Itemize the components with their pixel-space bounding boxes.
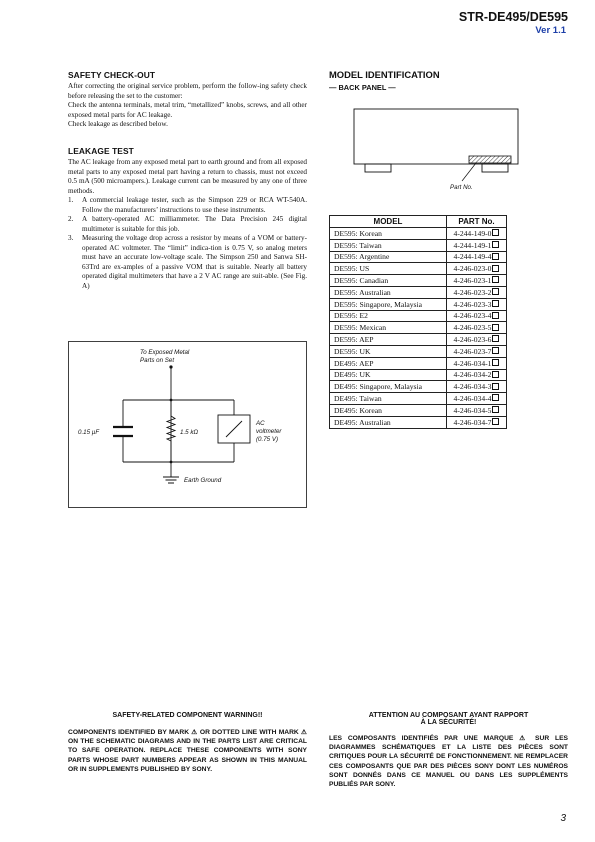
circuit-wires [123, 367, 234, 477]
part-no-cell [447, 228, 507, 240]
list-number: 1. [68, 196, 74, 204]
table-row [330, 239, 507, 251]
safety-body [68, 82, 307, 130]
table-row [330, 381, 507, 393]
part-no-cell [447, 239, 507, 251]
voltmeter-label: (0.75 V) [256, 436, 279, 443]
checkbox-square-icon [492, 335, 499, 342]
back-panel-drawing [352, 108, 520, 196]
table-row [330, 334, 507, 346]
checkbox-square-icon [492, 418, 499, 425]
leakage-test-figure [68, 341, 307, 508]
back-panel-subheading: — BACK PANEL — [329, 83, 396, 92]
voltmeter-icon [218, 415, 250, 443]
model-cell: DE595: Argentine [330, 251, 447, 263]
safety-paragraph: Check leakage as described below. [68, 120, 168, 128]
part-no-cell [447, 298, 507, 310]
parts-table-wrap [329, 215, 507, 429]
model-cell: DE595: E2 [330, 310, 447, 322]
warning-english-title: SAFETY-RELATED COMPONENT WARNING!! [112, 712, 263, 719]
model-cell: DE495: Korean [330, 404, 447, 416]
list-number: 2. [68, 215, 74, 223]
part-no-cell [447, 310, 507, 322]
checkbox-square-icon [492, 359, 499, 366]
part-no-caption: Part No. [450, 184, 473, 191]
part-number-text: 4-246-034-1 [453, 358, 492, 368]
checkbox-square-icon [492, 229, 499, 236]
resistor-label: 1.5 kΩ [180, 429, 199, 436]
earth-ground-label: Earth Ground [184, 477, 222, 484]
safety-paragraph: After correcting the original service problem, perform the follow-ing safety check before releasing the set to the customer: [68, 82, 307, 100]
part-no-cell [447, 345, 507, 357]
earth-ground-icon [163, 477, 179, 483]
model-cell: DE595: US [330, 263, 447, 275]
voltmeter-label: AC [256, 420, 265, 427]
table-row [330, 251, 507, 263]
probe-terminal-icon [169, 365, 172, 368]
warning-french-text: LES COMPOSANTS IDENTIFIÉS PAR UNE MARQUE ⚠ SUR LES DIAGRAMMES SCHÉMATIQUES ET LA LISTE DES PIÈCES SONT CRITIQUES POUR LA SÉCURITÉ DE FONCTIONNEMENT. NE REMPLACER CES COMPOSANTS QUE PAR DES PIÈCES SONY DONT LES NUMÉROS SONT DONNÉS DANS CE MANUEL OU DANS LES SUPPLÉMENTS PUBLIÉS PAR SONY. [329, 735, 568, 789]
table-row [330, 369, 507, 381]
model-cell: DE495: UK [330, 369, 447, 381]
part-no-cell [447, 393, 507, 405]
part-number-text: 4-244-149-4 [453, 252, 492, 262]
page-number: 3 [560, 813, 566, 824]
leakage-body [68, 158, 307, 291]
model-cell: DE595: Singapore, Malaysia [330, 298, 447, 310]
part-no-cell [447, 275, 507, 287]
checkbox-square-icon [492, 265, 499, 272]
part-no-cell [447, 381, 507, 393]
part-number-text: 4-246-034-2 [453, 370, 492, 380]
checkbox-square-icon [492, 383, 499, 390]
column-header-part-no: PART No. [447, 216, 507, 228]
part-no-cell [447, 286, 507, 298]
checkbox-square-icon [492, 406, 499, 413]
table-row [330, 286, 507, 298]
checkbox-square-icon [492, 241, 499, 248]
part-no-cell [447, 416, 507, 428]
table-row [330, 345, 507, 357]
leakage-methods-list [68, 196, 307, 291]
leader-line [462, 163, 476, 181]
model-cell: DE595: UK [330, 345, 447, 357]
checkbox-square-icon [492, 324, 499, 331]
warning-english-text: COMPONENTS IDENTIFIED BY MARK ⚠ OR DOTTED LINE WITH MARK ⚠ ON THE SCHEMATIC DIAGRAMS AND IN THE PARTS LIST ARE CRITICAL TO SAFE OPERATION. REPLACE THESE COMPONENTS WITH SONY PARTS WHOSE PART NUMBERS APPEAR AS SHOWN IN THIS MANUAL OR IN SUPPLEMENTS PUBLISHED BY SONY. [68, 729, 307, 773]
panel-foot [365, 164, 391, 172]
safety-section [68, 70, 307, 130]
parts-table [329, 215, 507, 429]
list-item [68, 196, 307, 215]
list-item [68, 234, 307, 291]
table-row [330, 393, 507, 405]
table-row [330, 322, 507, 334]
part-number-text: 4-246-023-4 [453, 311, 492, 321]
leakage-section [68, 146, 307, 291]
part-number-text: 4-246-034-5 [453, 405, 492, 415]
part-number-text: 4-246-034-4 [453, 394, 492, 404]
part-no-cell [447, 251, 507, 263]
table-header-row [330, 216, 507, 228]
part-no-cell [447, 369, 507, 381]
part-number-text: 4-244-149-1 [453, 240, 492, 250]
model-cell: DE495: Taiwan [330, 393, 447, 405]
list-number: 3. [68, 234, 74, 242]
circuit-diagram [68, 341, 307, 508]
part-no-cell [447, 263, 507, 275]
checkbox-square-icon [492, 371, 499, 378]
capacitor-label: 0.15 µF [78, 429, 100, 436]
junction-dot [170, 399, 173, 402]
safety-paragraph: Check the antenna terminals, metal trim, “metallized” knobs, screws, and all other exposed metal parts for AC leakage. [68, 101, 307, 119]
model-id-heading: MODEL IDENTIFICATION [329, 69, 440, 80]
part-number-text: 4-246-023-2 [453, 287, 492, 297]
checkbox-square-icon [492, 312, 499, 319]
checkbox-square-icon [492, 288, 499, 295]
checkbox-square-icon [492, 300, 499, 307]
model-cell: DE595: Mexican [330, 322, 447, 334]
warning-english [68, 712, 307, 774]
list-text: A battery-operated AC milliammeter. The Data Precision 245 digital multimeter is suitable for this job. [82, 215, 307, 233]
document-title: STR-DE495/DE595 [458, 10, 568, 24]
model-cell: DE495: AEP [330, 357, 447, 369]
version-label: Ver 1.1 [535, 25, 566, 36]
table-row [330, 275, 507, 287]
list-item [68, 215, 307, 234]
model-cell: DE595: Taiwan [330, 239, 447, 251]
table-row [330, 228, 507, 240]
part-no-label-area [469, 156, 511, 163]
column-header-model: MODEL [330, 216, 447, 228]
table-row [330, 310, 507, 322]
model-cell: DE595: Korean [330, 228, 447, 240]
capacitor-icon [113, 427, 133, 436]
part-number-text: 4-246-023-1 [453, 276, 492, 286]
list-text: Measuring the voltage drop across a resistor by means of a VOM or battery-operated AC voltmeter. The “limit” indica-tion is 0.75 V, so analog meters must have an accurate low-voltage scale. The Simpson 250 and Sanwa SH-63Trd are ex-amples of a passive VOM that is suitable. Nearly all battery operated digital multimeters that have a 2 V AC range are suit-able. (See Fig. A) [82, 234, 307, 290]
warning-french [329, 712, 568, 789]
checkbox-square-icon [492, 347, 499, 354]
parts-table-body [330, 228, 507, 429]
part-number-text: 4-246-023-7 [453, 346, 492, 356]
back-panel-figure [352, 108, 520, 196]
leakage-intro: The AC leakage from any exposed metal part to earth ground and from all exposed metal parts to any exposed metal part having a return to chassis, must not exceed 0.5 mA (500 microampers.). Leakage current can be measured by any one of three methods. [68, 158, 307, 195]
model-cell: DE595: Australian [330, 286, 447, 298]
part-no-cell [447, 334, 507, 346]
part-number-text: 4-246-023-6 [453, 335, 492, 345]
leakage-heading: LEAKAGE TEST [68, 146, 134, 156]
checkbox-square-icon [492, 394, 499, 401]
table-row [330, 298, 507, 310]
model-cell: DE595: Canadian [330, 275, 447, 287]
safety-heading: SAFETY CHECK-OUT [68, 70, 156, 80]
part-number-text: 4-246-023-3 [453, 299, 492, 309]
model-cell: DE495: Australian [330, 416, 447, 428]
part-number-text: 4-246-034-3 [453, 382, 492, 392]
list-text: A commercial leakage tester, such as the Simpson 229 or RCA WT-540A. Follow the manufacturers’ instructions to use these instruments. [82, 196, 307, 214]
exposed-metal-label: Parts on Set [140, 357, 175, 364]
part-number-text: 4-244-149-0 [453, 228, 492, 238]
model-cell: DE495: Singapore, Malaysia [330, 381, 447, 393]
part-no-cell [447, 357, 507, 369]
table-row [330, 416, 507, 428]
warning-french-title: À LA SÉCURITÉ! [420, 719, 477, 726]
voltmeter-label: voltmeter [256, 428, 282, 435]
part-number-text: 4-246-023-0 [453, 264, 492, 274]
table-row [330, 263, 507, 275]
checkbox-square-icon [492, 276, 499, 283]
part-number-text: 4-246-034-7 [453, 417, 492, 427]
part-no-cell [447, 322, 507, 334]
part-no-cell [447, 404, 507, 416]
panel-foot [482, 164, 508, 172]
model-cell: DE595: AEP [330, 334, 447, 346]
warning-french-title: ATTENTION AU COMPOSANT AYANT RAPPORT [368, 712, 529, 719]
checkbox-square-icon [492, 253, 499, 260]
junction-dot [170, 461, 173, 464]
table-row [330, 404, 507, 416]
table-row [330, 357, 507, 369]
exposed-metal-label: To Exposed Metal [140, 349, 190, 356]
part-number-text: 4-246-023-5 [453, 323, 492, 333]
